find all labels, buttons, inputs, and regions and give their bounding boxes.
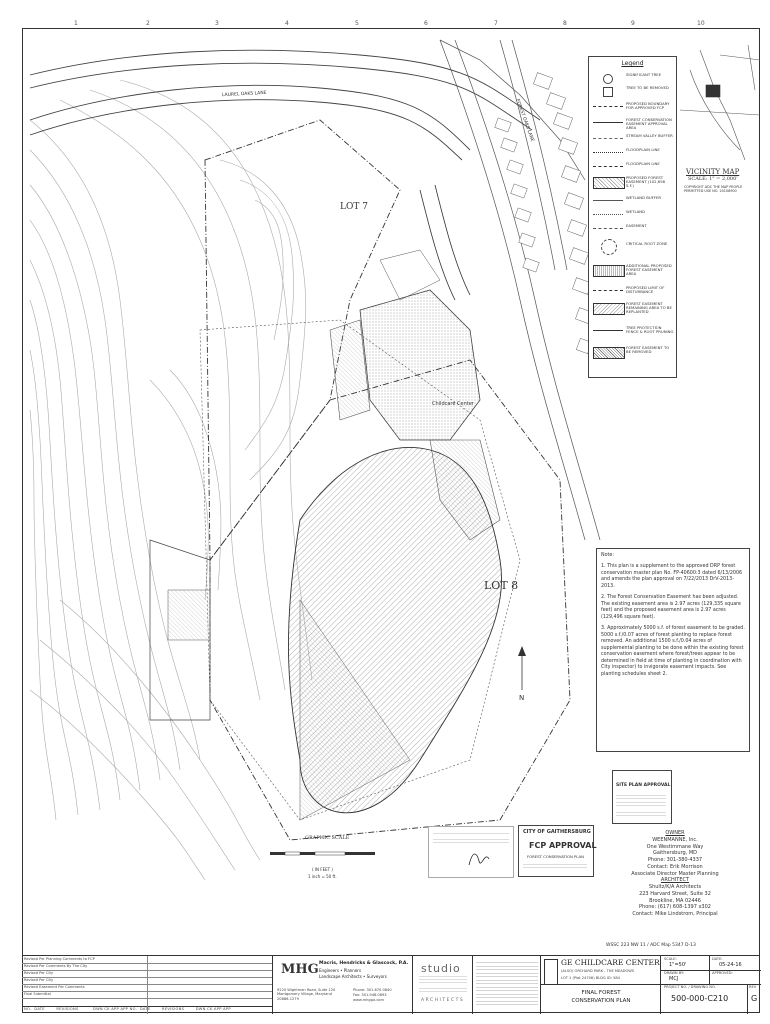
svg-text:N: N bbox=[519, 694, 525, 702]
engineer-certification bbox=[428, 826, 514, 878]
grid-number: 7 bbox=[494, 20, 498, 27]
drawing-number: 500-000-C210 bbox=[671, 994, 729, 1003]
revision-table: Revised Per Planning Comments to FCP Revised Per Comments By The City Revised Per City Revised Per City Revised Easement Per Comments Final Submittal NO. DATE REVISIONS DWN CK APP APP NO. DATE REVISIONS DWN CK APP APP bbox=[22, 956, 272, 1014]
road-label-right: FOREST OAKS LANE bbox=[514, 98, 535, 143]
revision-header: NO. DATE REVISIONS DWN CK APP APP NO. DATE REVISIONS DWN CK APP APP bbox=[24, 1007, 231, 1011]
north-arrow-icon bbox=[518, 646, 526, 702]
legend-item: STREAM VALLEY BUFFER bbox=[591, 133, 674, 145]
legend-title: Legend bbox=[621, 60, 644, 67]
legend-item: FOREST CONSERVATION EASEMENT APPROVAL AREA bbox=[591, 117, 674, 129]
owner-architect-info: OWNER WEENMANNE, Inc. One Westimmane Way Gaithersburg, MD Phone: 301-380-4337 Contact: Erik Morrison Associate Director Master Planning ARCHITECT Shultz/K/A Architects 223 Harvard Street, Suite 32 Brookline, MA 02446 Phone: (617) 608-1397 x302 Contact: Mike Lindstrom, Principal bbox=[631, 830, 719, 917]
grid-number: 3 bbox=[215, 20, 219, 27]
firm-logo: MHG bbox=[281, 962, 319, 977]
lot-8-label: LOT 8 bbox=[484, 579, 519, 592]
legend-item: PROPOSED LIMIT OF DISTURBANCE bbox=[591, 285, 674, 297]
grid-number: 10 bbox=[697, 20, 705, 27]
copyright-notice bbox=[472, 956, 541, 1014]
grid-number: 1 bbox=[74, 20, 78, 27]
project-cell: GE CHILDCARE CENTER (ALSO) ORCHARD PARK - THE MEADOWS LOT 1 (Plat 24706) BLDG ID: 584 FINAL FOREST CONSERVATION PLAN bbox=[540, 956, 661, 1014]
grid-number: 2 bbox=[146, 20, 150, 27]
vicinity-caption: COPYRIGHT ADC THE MAP PEOPLE PERMITTED USE NO. 20108900 bbox=[684, 185, 743, 193]
note-3: 3. Approximately 5000 s.f. of forest easement to be graded. 5000 s.f./0.07 acres of forest planting to replace forest removed. An additional 1500 s.f./0.04 acres of supplemental planting to be done within the existing forest conservation easement where forest/trees appear to be determined in field at time of planting in coordination with City inspector) to invigorate easement impacts. See planting schedules sheet 2. bbox=[601, 626, 745, 677]
legend-item: SIGNIFICANT TREE bbox=[591, 72, 674, 84]
graphic-scale-unit: ( IN FEET ) bbox=[312, 867, 333, 872]
site-plan-approval-stamp: SITE PLAN APPROVAL bbox=[612, 770, 672, 824]
notes-heading: Note: bbox=[601, 553, 614, 558]
road-label-upper: LAUREL OAKS LANE bbox=[221, 90, 267, 99]
legend-item: TREE PROTECTION FENCE & ROOT PRUNING bbox=[591, 325, 674, 337]
drawing-info-cell: SCALE: 1"=50' DATE: 05-24-16 DRAWN BY: MCJ APPROVED: PROJECT NO. / DRAWING NO. REV 500-000-C210 G bbox=[660, 956, 761, 1014]
legend-item: PROPOSED BOUNDARY FOR APPROVED FCP bbox=[591, 101, 674, 113]
legend-item: FLOODPLAIN LINE bbox=[591, 161, 674, 173]
revision-letter: G bbox=[751, 994, 758, 1003]
grid-number: 4 bbox=[285, 20, 289, 27]
legend-item: FLOODPLAIN LINE bbox=[591, 147, 674, 159]
grid-number: 6 bbox=[424, 20, 428, 27]
legend-item: EASEMENT bbox=[591, 223, 674, 235]
notes-box bbox=[596, 548, 750, 752]
note-1: 1. This plan is a supplement to the approved DRP forest conservation master plan No. FP-40600:3 dated 6/13/2006 and amends the plan approval on 7/22/2013 DrV-2013-2013. bbox=[601, 564, 743, 589]
scale-bar bbox=[270, 852, 375, 855]
legend-item: CRITICAL ROOT ZONE bbox=[591, 237, 674, 257]
vicinity-scale: SCALE: 1" = 2,000' bbox=[688, 176, 738, 182]
legend-box bbox=[588, 56, 677, 378]
lot-7-label: LOT 7 bbox=[340, 202, 368, 212]
architect-firm-cell: studio ARCHITECTS bbox=[412, 956, 473, 1014]
grid-number: 8 bbox=[563, 20, 567, 27]
legend-item: PROPOSED FOREST EASEMENT (102,658 S.F.) bbox=[591, 175, 674, 191]
grid-number: 9 bbox=[631, 20, 635, 27]
studio-logo: studio bbox=[421, 962, 461, 975]
legend-item: ADDITIONAL PROPOSED FOREST EASEMENT AREA bbox=[591, 263, 674, 279]
engineer-firm-cell: MHG Macris, Hendricks & Glascock, P.A. Engineers • Planners Landscape Architects • Surveyors 9220 Wightman Road, Suite 120 Montgomery Village, Maryland 20886-1279 Phone: 301.670.0840 Fax: 301.948.0693 www.mhgpa.com bbox=[272, 956, 413, 1014]
graphic-scale-title: GRAPHIC SCALE bbox=[305, 835, 350, 841]
sheet-title-line2: CONSERVATION PLAN bbox=[571, 998, 631, 1004]
grid-number: 5 bbox=[355, 20, 359, 27]
sheet-title-line1: FINAL FOREST bbox=[581, 990, 621, 996]
childcare-label: Childcare Center bbox=[432, 401, 474, 407]
client-logo-icon bbox=[544, 959, 558, 985]
legend-item: FOREST EASEMENT REMAINING AREA TO BE REPLANTED bbox=[591, 301, 674, 317]
note-2: 2. The Forest Conservation Easement has been adjusted. The existing easement area is 2.97 acres (129,335 square feet) and the proposed easement area is 2.97 acres (129,496 square feet). bbox=[601, 595, 741, 620]
vicinity-title: VICINITY MAP bbox=[686, 168, 740, 176]
legend-item: WETLAND bbox=[591, 209, 674, 221]
fcp-approval-stamp: CITY OF GAITHERSBURG FCP APPROVAL FOREST CONSERVATION PLAN bbox=[518, 825, 594, 877]
legend-item: WETLAND BUFFER bbox=[591, 195, 674, 207]
legend-item: FOREST EASEMENT TO BE REMOVED bbox=[591, 345, 674, 361]
project-name: GE CHILDCARE CENTER bbox=[561, 958, 660, 967]
legend-item: TREE TO BE REMOVED bbox=[591, 85, 674, 97]
grid-reference: WSSC 223 NW 11 / ADC Map 5347 D-13 bbox=[606, 943, 696, 948]
vicinity-map bbox=[677, 45, 760, 165]
firm-name: Macris, Hendricks & Glascock, P.A. bbox=[319, 961, 409, 966]
graphic-scale-ratio: 1 inch = 50 ft. bbox=[308, 874, 337, 879]
title-block bbox=[22, 955, 760, 1014]
